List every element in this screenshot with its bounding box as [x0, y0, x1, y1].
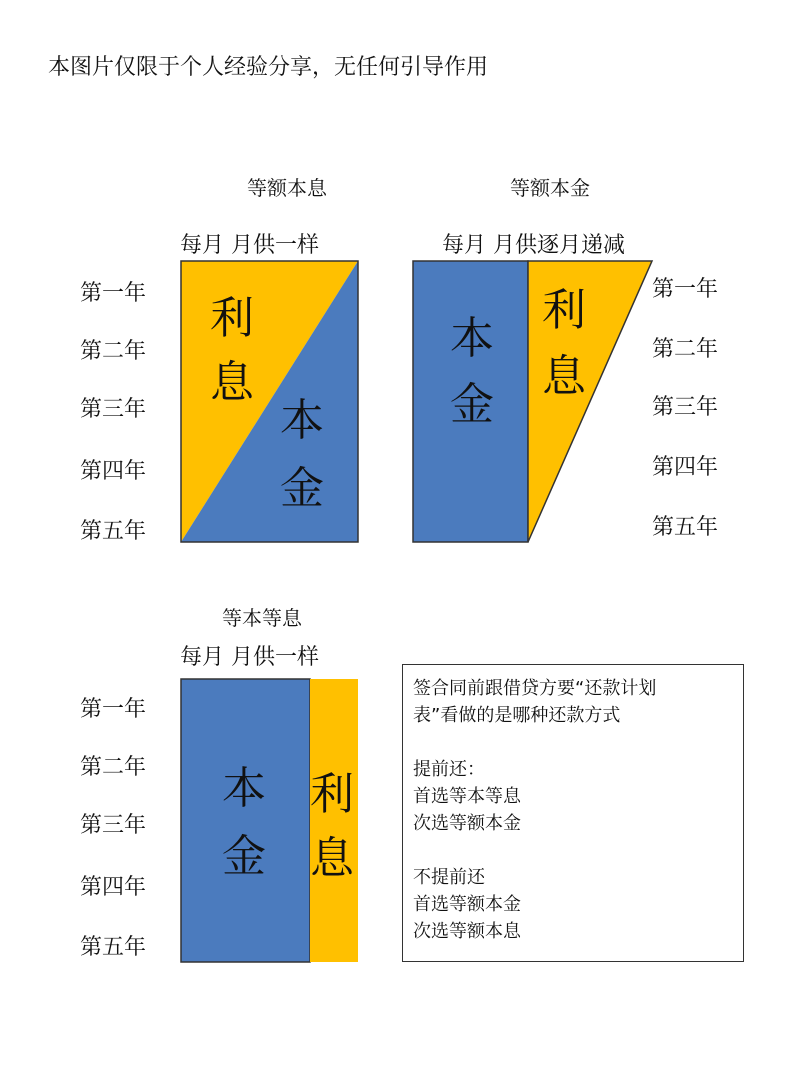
note-line: 首选等本等息 — [413, 786, 521, 807]
diagram-subtitle-equal-installment: 每月 月供一样 — [180, 233, 319, 258]
interest-label-char-1: 利 — [210, 293, 254, 344]
advice-note-box — [402, 664, 744, 962]
year-label-4: 第四年 — [80, 875, 147, 900]
principal-label-char-1: 本 — [280, 395, 324, 446]
note-line — [413, 837, 733, 864]
year-label-3: 第三年 — [652, 395, 719, 420]
year-label-2: 第二年 — [652, 337, 719, 362]
interest-label-char-2: 息 — [210, 357, 254, 408]
year-label-5: 第五年 — [80, 935, 147, 960]
note-line: 次选等额本金 — [413, 813, 521, 834]
diagram-equal-principal — [412, 260, 654, 544]
note-line: 提前还： — [413, 759, 485, 780]
diagram-title-equal-installment: 等额本息 — [247, 176, 327, 200]
diagram-title-equal-principal: 等额本金 — [510, 176, 590, 200]
principal-label-char-2: 金 — [450, 379, 494, 430]
interest-label-char-1: 利 — [542, 285, 586, 336]
interest-label-char-2: 息 — [310, 833, 354, 884]
year-label-4: 第四年 — [80, 459, 147, 484]
note-line: 次选等额本息 — [413, 921, 521, 942]
year-label-2: 第二年 — [80, 339, 147, 364]
disclaimer-text: 本图片仅限于个人经验分享，无任何引导作用 — [48, 55, 489, 80]
diagram-subtitle-equal-principal: 每月 月供逐月递减 — [442, 233, 625, 258]
interest-area — [310, 679, 358, 962]
interest-label-char-2: 息 — [542, 351, 586, 402]
diagram-subtitle-equal-principal-interest: 每月 月供一样 — [180, 645, 319, 670]
note-line — [413, 729, 733, 756]
year-label-2: 第二年 — [80, 755, 147, 780]
year-label-3: 第三年 — [80, 397, 147, 422]
year-label-5: 第五年 — [80, 519, 147, 544]
principal-label-char-2: 金 — [222, 831, 266, 882]
year-label-5: 第五年 — [652, 515, 719, 540]
year-label-1: 第一年 — [80, 697, 147, 722]
interest-label-char-1: 利 — [310, 769, 354, 820]
note-line: 不提前还 — [413, 867, 485, 888]
diagram-equal-installment — [180, 260, 360, 544]
note-line: 表”看做的是哪种还款方式 — [413, 705, 621, 726]
principal-area — [181, 679, 310, 962]
year-label-1: 第一年 — [652, 277, 719, 302]
note-line: 首选等额本金 — [413, 894, 521, 915]
diagram-title-equal-principal-interest: 等本等息 — [222, 606, 302, 630]
principal-label-char-1: 本 — [450, 313, 494, 364]
year-label-4: 第四年 — [652, 455, 719, 480]
year-label-1: 第一年 — [80, 281, 147, 306]
principal-label-char-1: 本 — [222, 763, 266, 814]
diagram-equal-principal-interest — [180, 678, 360, 964]
year-label-3: 第三年 — [80, 813, 147, 838]
principal-label-char-2: 金 — [280, 463, 324, 514]
note-line: 签合同前跟借贷方要“还款计划 — [413, 678, 657, 699]
